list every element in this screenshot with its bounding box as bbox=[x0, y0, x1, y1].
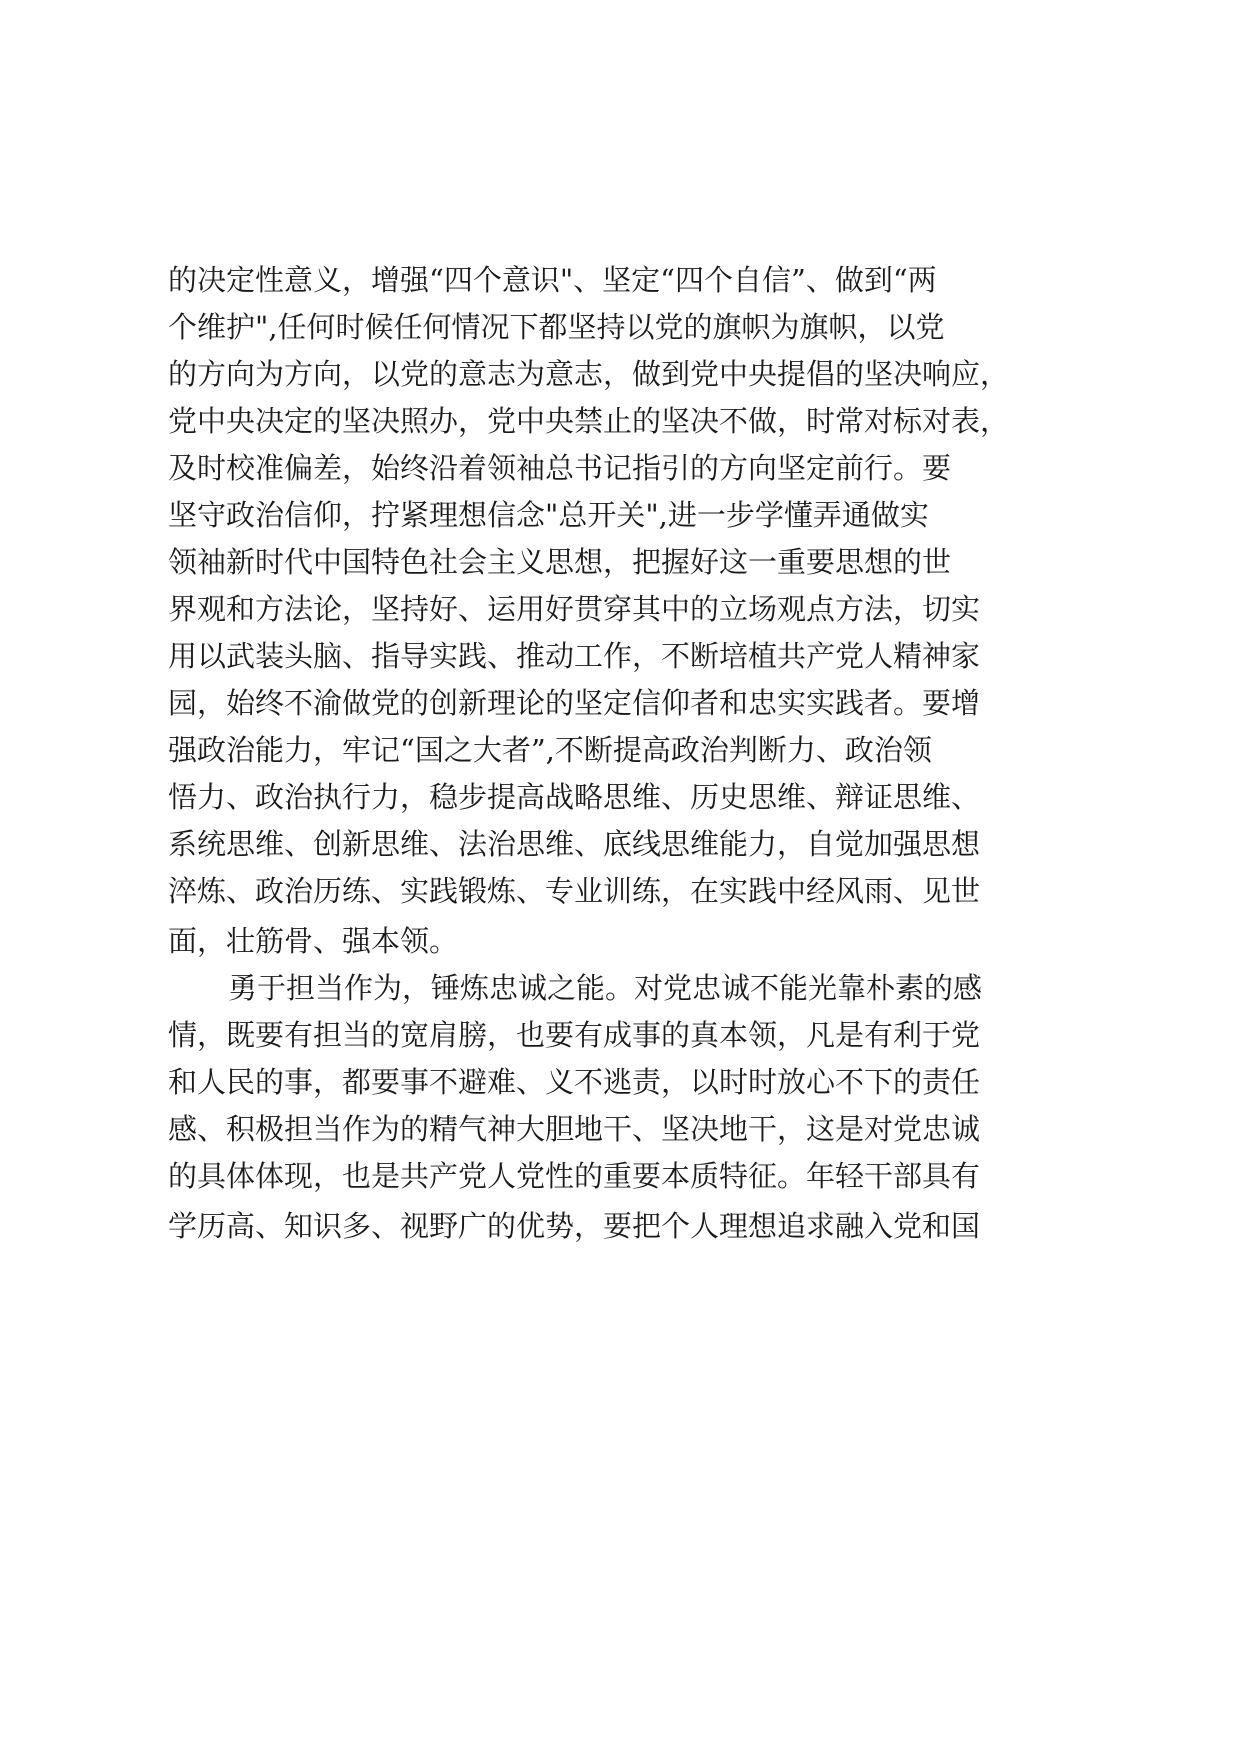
text-line: 系统思维、创新思维、法治思维、底线思维能力，自觉加强思想 bbox=[168, 827, 981, 861]
text-line: 强政治能力，牢记“国之大者”,不断提高政治判断力、政治领 bbox=[168, 733, 932, 767]
text-line: 界观和方法论，坚持好、运用好贯穿其中的立场观点方法，切实 bbox=[168, 592, 981, 626]
text-line: 的具体体现，也是共产党人党性的重要本质特征。年轻干部具有 bbox=[168, 1159, 981, 1193]
text-line: 面，壮筋骨、强本领。 bbox=[168, 924, 459, 958]
text-line: 和人民的事，都要事不避难、义不逃责，以时时放心不下的责任 bbox=[168, 1065, 981, 1099]
text-line: 淬炼、政治历练、实践锻炼、专业训练，在实践中经风雨、见世 bbox=[168, 874, 981, 908]
text-line: 悟力、政治执行力，稳步提高战略思维、历史思维、辩证思维、 bbox=[168, 780, 981, 814]
text-line: 用以武装头脑、指导实践、推动工作，不断培植共产党人精神家 bbox=[168, 639, 981, 673]
text-line: 情，既要有担当的宽肩膀，也要有成事的真本领，凡是有利于党 bbox=[168, 1018, 981, 1052]
text-line: 感、积极担当作为的精气神大胆地干、坚决地干，这是对党忠诚 bbox=[168, 1112, 981, 1146]
text-line: 的决定性意义，增强“四个意识"、坚定“四个自信”、做到“两 bbox=[168, 263, 937, 297]
text-line: 的方向为方向，以党的意志为意志，做到党中央提倡的坚决响应， bbox=[168, 357, 1010, 391]
text-line: 领袖新时代中国特色社会主义思想，把握好这一重要思想的世 bbox=[168, 545, 952, 579]
text-line: 党中央决定的坚决照办，党中央禁止的坚决不做，时常对标对表， bbox=[168, 404, 1010, 438]
text-line: 及时校准偏差，始终沿着领袖总书记指引的方向坚定前行。要 bbox=[168, 451, 952, 485]
paragraph-first-line: 勇于担当作为，锤炼忠诚之能。对党忠诚不能光靠朴素的感 bbox=[228, 971, 983, 1005]
text-line: 园，始终不渝做党的创新理论的坚定信仰者和忠实实践者。要增 bbox=[168, 686, 981, 720]
text-line: 坚守政治信仰，拧紧理想信念"总开关",进一步学懂弄通做实 bbox=[168, 498, 929, 532]
text-line: 个维护",任何时候任何情况下都坚持以党的旗帜为旗帜，以党 bbox=[168, 310, 945, 344]
text-line: 学历高、知识多、视野广的优势，要把个人理想追求融入党和国 bbox=[168, 1209, 981, 1243]
